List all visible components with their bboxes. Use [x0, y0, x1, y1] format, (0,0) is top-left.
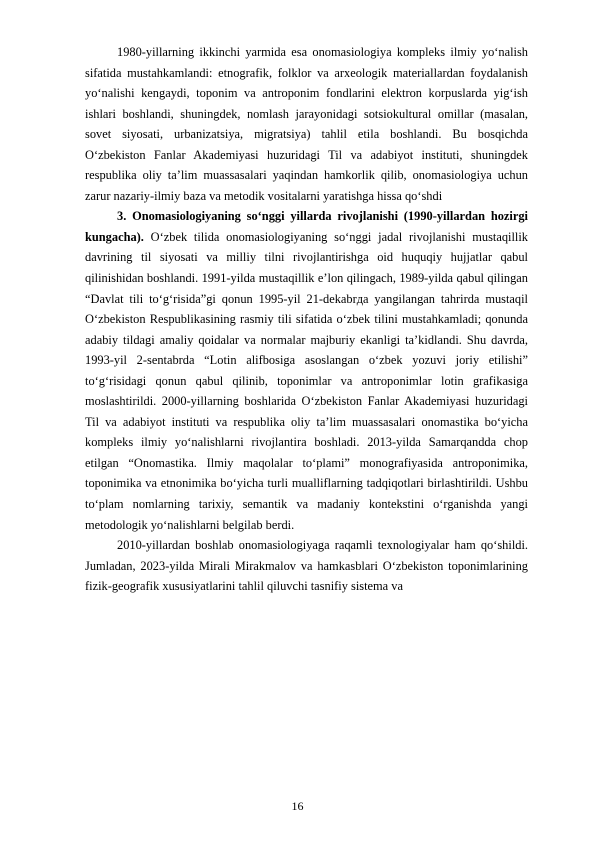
section-heading: 3. Onomasiologiyaning so‘nggi yillarda rivojlanishi (1990-yillardan hozirgi kungacha).	[85, 209, 528, 244]
paragraph-1	[85, 42, 528, 206]
paragraph-1-text: 1980-yillarning ikkinchi yarmida esa onomasiologiya kompleks ilmiy yo‘nalish sifatida mustahkamlandi: etnografik, folklor va arxeologik materiallardan foydalanish yo‘nalishi kengaydi, toponim va antroponim fondlarini elektron korpuslarda yig‘ish ishlari boshlandi, shuningdek, nomlash jarayonidagi sotsiokultural omillar (masalan, sovet siyosati, urbanizatsiya, migratsiya) tahlil etila boshlandi. Bu bosqichda O‘zbekiston Fanlar Akademiyasi huzuridagi Til va adabiyot instituti, shuningdek respublika oliy ta’lim muassasalari yaqindan hamkorlik qilib, onomasiologiya uchun zarur nazariy-ilmiy baza va metodik vositalarni yaratishga hissa qo‘shdi	[85, 45, 528, 203]
paragraph-2	[85, 206, 528, 535]
paragraph-3-text: 2010-yillardan boshlab onomasiologiyaga raqamli texnologiyalar ham qo‘shildi. Jumladan, 2023-yilda Mirali Mirakmalov va hamkasblari O‘zbekiston toponimlarining fizik-geografik xususiyatlarini tahlil qiluvchi tasnifiy sistema va	[85, 538, 528, 594]
document-body	[85, 42, 528, 597]
page-number: 16	[291, 799, 304, 813]
paragraph-2-text: O‘zbek tilida onomasiologiyaning so‘nggi jadal rivojlanishi mustaqillik davrining til siyosati va milliy tilni rivojlantirishga oid huquqiy hujjatlar qabul qilinishidan boshlandi. 1991-yilda mustaqillik e’lon qilingach, 1989-yilda qabul qilingan “Davlat tili to‘g‘risida”gi qonun 1995-yil 21-dekabrда yangilangan tahrirda mustaqil O‘zbekiston Respublikasining rasmiy tili sifatida o‘zbek tilini mustahkamladi; qonunda adabiy tildagi amaliy qoidalar va normalar majburiy ekanligi ta’kidlandi. Shu davrda, 1993-yil 2-sentabrda “Lotin alifbosiga asoslangan o‘zbek yozuvi joriy etilishi” to‘g‘risidagi qonun qabul qilinib, toponimlar va antroponimlar lotin grafikasiga moslashtirildi. 2000-yillarning boshlarida O‘zbekiston Fanlar Akademiyasi huzuridagi Til va adabiyot instituti va respublika oliy ta’lim muassasalari onomastika bo‘yicha kompleks ilmiy yo‘nalishlarni rivojlantira boshladi. 2013-yilda Samarqandda chop etilgan “Onomastika. Ilmiy maqolalar to‘plami” monografiyasida antroponimika, toponimika va etnonimika bo‘yicha turli mualliflarning tadqiqotlari birlashtirildi. Ushbu to‘plam nomlarning tarixiy, semantik va madaniy kontekstini o‘rganishda yangi metodologik yo‘nalishlarni belgilab berdi.	[85, 229, 528, 532]
paragraph-3	[85, 535, 528, 597]
